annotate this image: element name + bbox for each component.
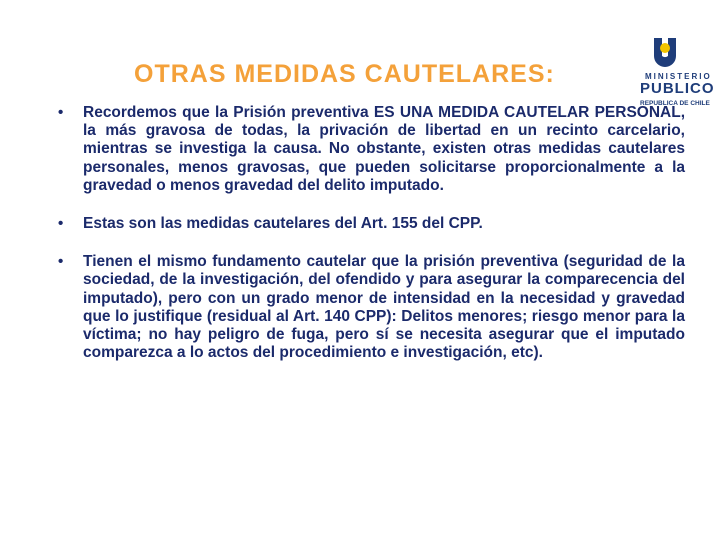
bullet-marker: • [58, 253, 64, 271]
logo-republica-text: REPUBLICA DE CHILE [640, 100, 710, 107]
bullet-text: Estas son las medidas cautelares del Art. 155 del CPP. [83, 215, 483, 233]
bullet-item-2 [58, 215, 685, 233]
bullet-text: Tienen el mismo fundamento cautelar que la prisión preventiva (seguridad de la sociedad, de la investigación, del ofendido y para asegurar la comparecencia del imputado), pero con un grado menor de intensidad en la necesidad y gravedad que lo justifique (residual al Art. 140 CPP): Delitos menores; riesgo menor para la víctima; no hay peligro de fuga, pero sí se necesita asegurar que el imputado comparezca a lo actos del procedimiento e investigación, etc). [83, 253, 685, 362]
bullet-text: Recordemos que la Prisión preventiva ES UNA MEDIDA CAUTELAR PERSONAL, la más gravosa de todas, la privación de libertad en un recinto carcelario, mientras se investiga la causa. No obstante, existen otras medidas cautelares personales, menos gravosas, que pueden solicitarse proporcionalmente a la gravedad o menos gravedad del delito imputado. [83, 104, 685, 194]
logo-ministerio-text: MINISTERIO [645, 72, 712, 81]
bullet-item-3 [58, 253, 685, 362]
bullet-list [58, 104, 685, 382]
slide-title: OTRAS MEDIDAS CAUTELARES: [134, 60, 555, 88]
logo-publico-text: PUBLICO [640, 80, 715, 97]
bullet-item-1 [58, 104, 685, 195]
bullet-marker: • [58, 215, 64, 233]
bullet-marker: • [58, 104, 64, 121]
ministerio-emblem-icon [648, 34, 682, 70]
